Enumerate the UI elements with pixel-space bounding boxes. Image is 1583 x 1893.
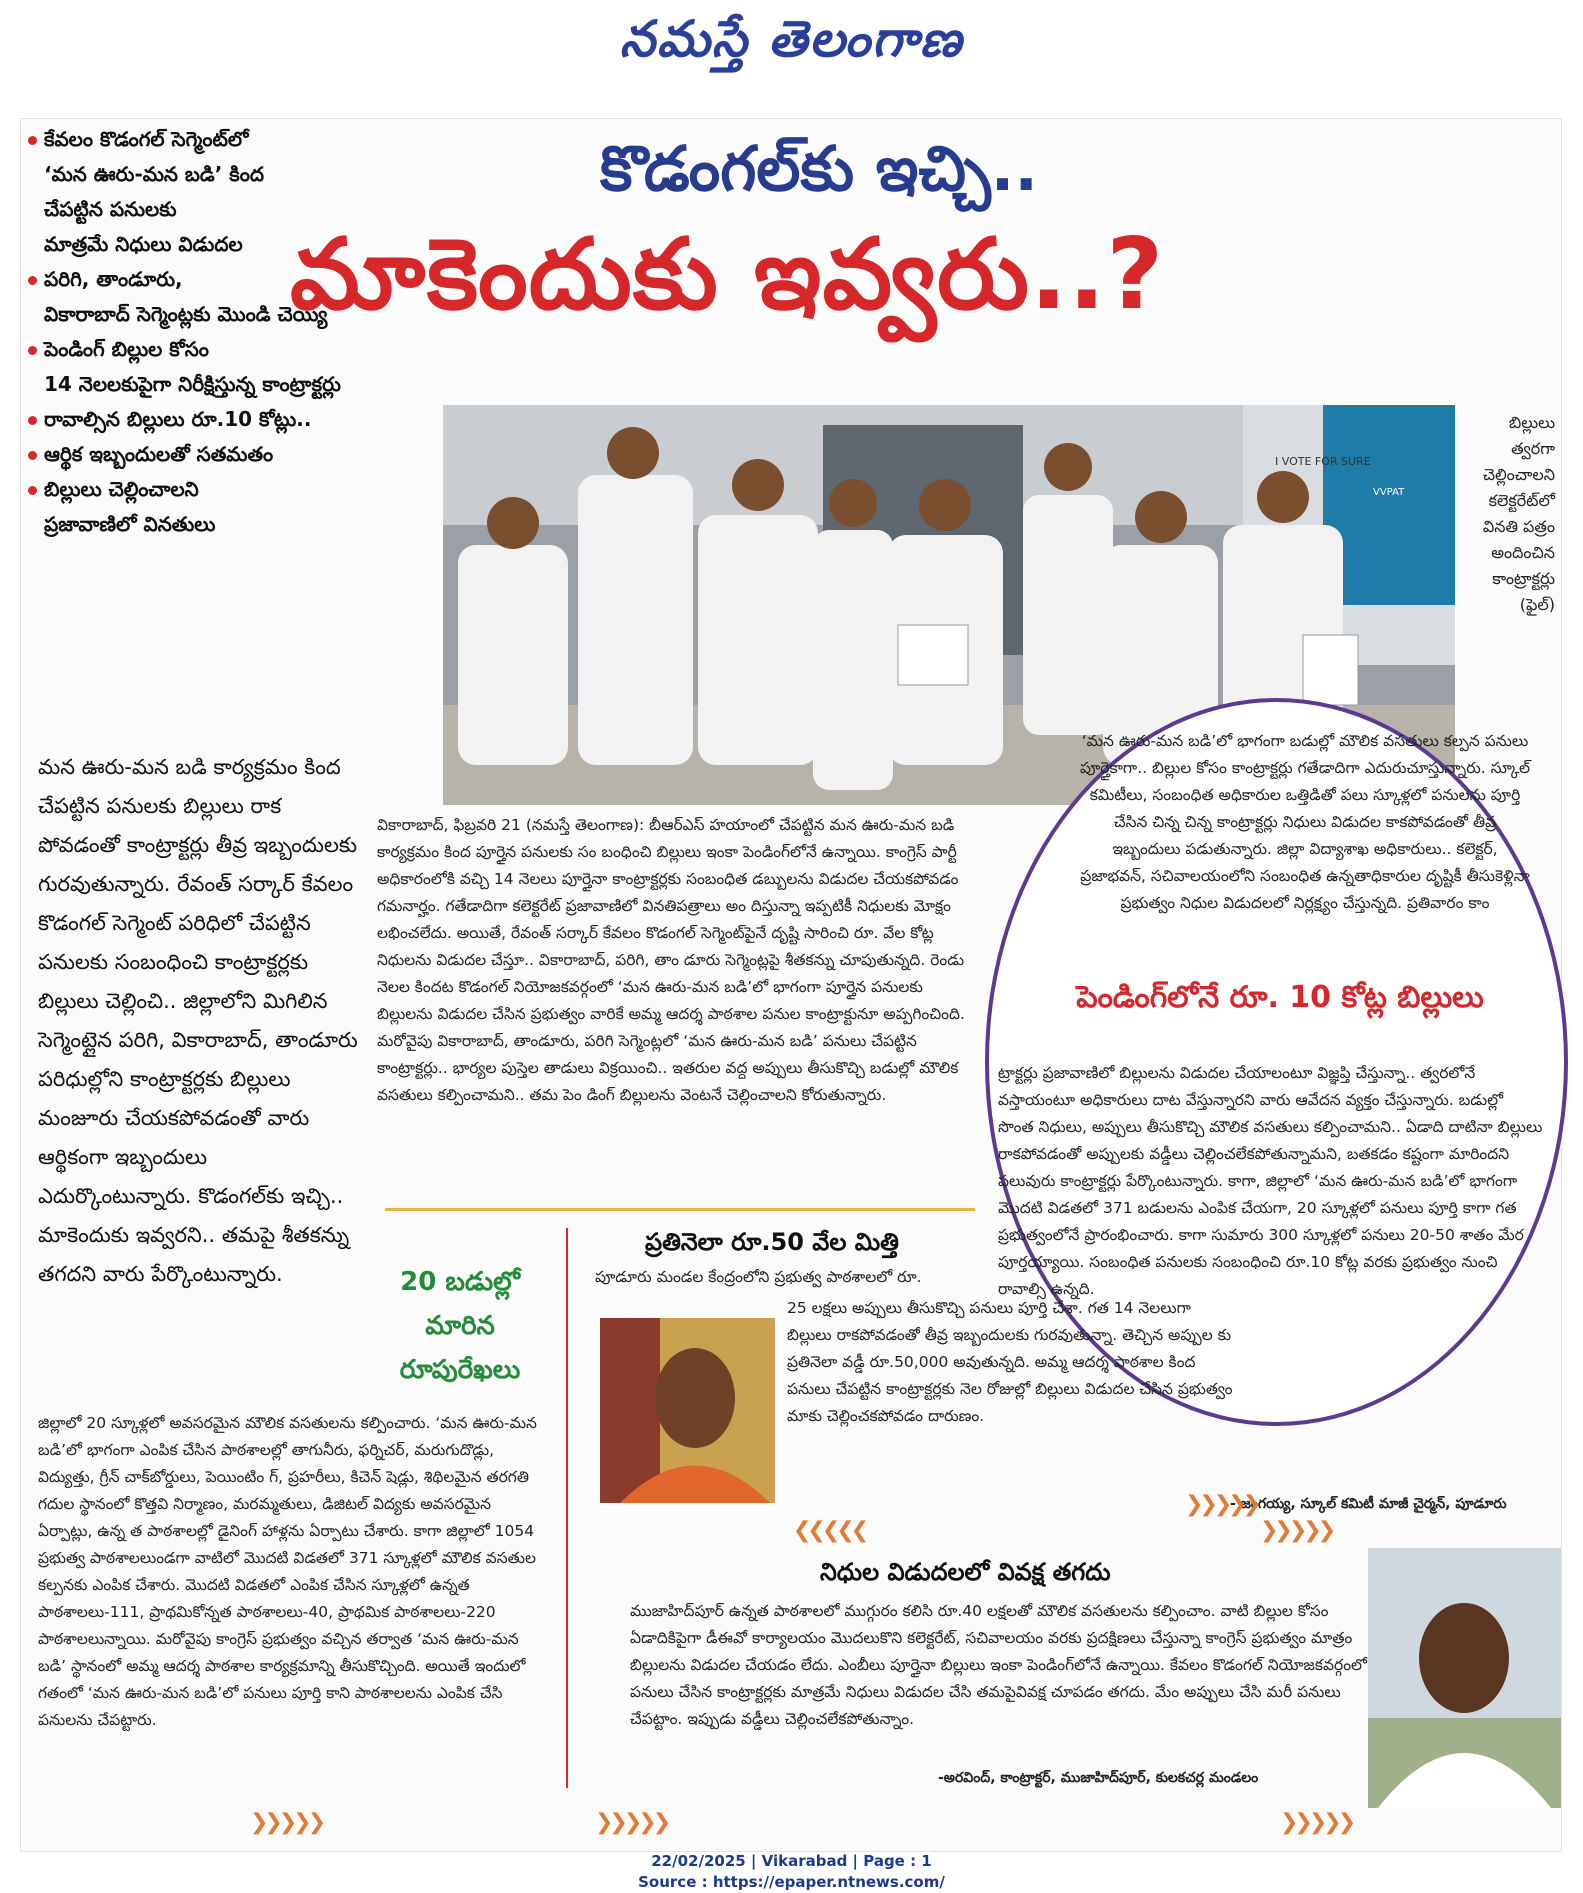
bullet-line: బిల్లులు చెల్లించాలని (44, 477, 199, 501)
side-heading-line: మారిన (425, 1311, 495, 1341)
bullet-line: రావాల్సిన బిల్లులు రూ.10 కోట్లు.. (44, 407, 312, 431)
bullet-line: కేవలం కొడంగల్ సెగ్మెంట్‌లో (44, 127, 249, 151)
side-heading (370, 1260, 550, 1392)
masthead: నమస్తే తెలంగాణ (619, 10, 964, 68)
box1-body: 25 లక్షలు అప్పులు తీసుకొచ్చి పనులు పూర్తి చేశా. గత 14 నెలలుగా బిల్లులు రాకపోవడంతో తీవ్ర ఇబ్బందులకు గురవుతున్నా. తెచ్చిన అప్పుల కు ప్రతినెలా వడ్డీ రూ.50,000 అవుతున్నది. అమ్మ ఆదర్శ పాఠశాల కింద పనులు చేపట్టిన కాంట్రాక్టర్లకు నెల రోజుల్లో బిల్లులు విడుదల చేసిన ప్రభుత్వం మాకు చెల్లించకపోవడం దారుణం. (787, 1299, 1233, 1425)
bullet-line: ఆర్థిక ఇబ్బందులతో సతమతం (44, 442, 274, 466)
bullet-item (28, 472, 398, 542)
box1-title: ప్రతినెలా రూ.50 వేల మిత్తి (645, 1228, 899, 1256)
footer-date-line: 22/02/2025 | Vikarabad | Page : 1 (651, 1852, 932, 1870)
footer-source-link[interactable]: Source : https://epaper.ntnews.com/ (638, 1873, 945, 1891)
bullet-item (28, 437, 398, 472)
box2-title: నిధుల విడుదలలో వివక్ష తగదు (820, 1558, 1111, 1586)
chevron-divider-icon: ❯❯❯❯❯ (595, 1810, 668, 1835)
article-body-1: వికారాబాద్, ఫిబ్రవరి 21 (నమస్తే తెలంగాణ): బీఆర్‌ఎస్ హయాంలో చేపట్టిన మన ఊరు-మన బడి కార్యక్రమం కింద పూర్తైన పనులకు సం బంధించి బిల్లులు ఇంకా పెండింగ్‌లోనే ఉన్నాయి. కాంగ్రెస్ పార్టీ అధికారంలోకి వచ్చి 14 నెలలు పూర్తైనా కాంట్రాక్టర్లకు సంబంధిత డబ్బులను విడుదల చేయకపోవడం గమనార్హం. గతేడాదిగా కలెక్టరేట్ ప్రజావాణిలో వినతిపత్రాలు అం దిస్తున్నా ఇప్పటికీ నిధులకు మోక్షం లభించలేదు. అయితే, రేవంత్ సర్కార్ కేవలం కొడంగల్ సెగ్మెంట్‌పైనే దృష్టి సారించి రూ. వేల కోట్ల నిధులను విడుదల చేస్తూ.. వికారాబాద్, పరిగి, తాం డూరు సెగ్మెంట్లపై శీతకన్ను చూపుతున్నది. రెండు నెలల కిందట కొడంగల్ నియోజకవర్గంలో ‘మన ఊరు-మన బడి’లో భాగంగా పూర్తైన పనులకు బిల్లులను విడుదల చేసిన ప్రభుత్వం వారికే అమ్మ ఆదర్శ పాఠశాల పనుల కాంట్రాక్టునూ అప్పగించింది. మరోవైపు వికారాబాద్, తాండూరు, పరిగి సెగ్మెంట్లలో ‘మన ఊరు-మన బడి’ పనులు చేపట్టిన కాంట్రాక్టర్లు.. భార్యల పుస్తెల తాడులు విక్రయించి.. ఇతరుల వద్ద అప్పులు తీసుకొచ్చి బడుల్లో మౌలిక వసతులు కల్పించామని.. తమ పెం డింగ్ బిల్లులను వెంటనే చెల్లించాలని కోరుతున్నారు. (377, 816, 965, 1104)
chevron-divider-icon: ❯❯❯❯❯ (250, 1810, 323, 1835)
portrait-jangaiah (600, 1318, 775, 1503)
bullet-line: మాత్రమే నిధులు విడుదల (44, 232, 243, 256)
bullet-line: చేపట్టిన పనులకు (44, 197, 177, 221)
box1-lead: పూడూరు మండల కేంద్రంలోని ప్రభుత్వ పాఠశాలలో రూ. (595, 1268, 922, 1286)
bullet-item (28, 402, 398, 437)
bullet-dot-icon (28, 136, 37, 145)
headline-line-1: కొడంగల్‌కు ఇచ్చి.. (600, 132, 1038, 205)
article-body-2: ‘మన ఊరు-మన బడి’లో భాగంగా బడుల్లో మౌలిక వసతులు కల్పన పనులు పూర్తైకాగా.. బిల్లుల కోసం కాంట్రాక్టర్లు గతేడాదిగా ఎదురుచూస్తున్నారు. స్కూల్ కమిటీలు, సంబంధిత అధికారుల ఒత్తిడితో పలు స్కూళ్లలో పనులను పూర్తి చేసిన చిన్న చిన్న కాంట్రాక్టర్లు నిధులు విడుదల కాకపోవడంతో తీవ్ర ఇబ్బందులు పడుతున్నారు. జిల్లా విద్యాశాఖ అధికారులు.. కలెక్టర్, ప్రజాభవన్, సచివాలయంలోని సంబంధిత ఉన్నతాధికారుల దృష్టికీ తీసుకెళ్లినా ప్రభుత్వం నిధుల విడుదలలో నిర్లక్ష్యం చేస్తున్నది. ప్రతివారం కాం (1080, 732, 1530, 912)
article-body-3: ట్రాక్టర్లు ప్రజావాణిలో బిల్లులను విడుదల చేయాలంటూ విజ్ఞప్తి చేస్తున్నా.. త్వరలోనే వస్తాయంటూ అధికారులు దాట వేస్తున్నారని వారు ఆవేదన వ్యక్తం చేస్తున్నారు. బడుల్లో సొంత నిధులు, అప్పులు తీసుకొచ్చి మౌలిక వసతులు కల్పించామని.. ఏడాది దాటినా బిల్లులు రాకపోవడంతో అప్పులకు వడ్డీలు చెల్లించలేకపోతున్నామని, బతకడం కష్టంగా మారిందని పలువురు కాంట్రాక్టర్లు పేర్కొంటున్నారు. కాగా, జిల్లాలో ‘మన ఊరు-మన బడి’లో భాగంగా మొదటి విడతలో 371 బడులను ఎంపిక చేయగా, 20 స్కూళ్లలో పనులు పూర్తి కాగా గత ప్రభుత్వంలోనే ప్రారంభించారు. కాగా సుమారు 300 స్కూళ్లలో పనులు 20-50 శాతం మేర పూర్తయ్యాయి. సంబంధిత పనులకు సంబంధించి రూ.10 కోట్ల వరకు ప్రభుత్వం నుంచి రావాల్సి ఉన్నది. (998, 1064, 1543, 1298)
article-body-4: జిల్లాలో 20 స్కూళ్లలో అవసరమైన మౌలిక వసతులను కల్పించారు. ‘మన ఊరు-మన బడి’లో భాగంగా ఎంపిక చేసిన పాఠశాలల్లో తాగునీరు, ఫర్నిచర్, మరుగుదొడ్లు, విద్యుత్తు, గ్రీన్ చాక్‌బోర్డులు, పెయింటిం గ్, ప్రహరీలు, కిచెన్ షెడ్లు, శిథిలమైన తరగతి గదుల స్థానంలో కొత్తవి నిర్మాణం, మరమ్మతులు, డిజిటల్ విద్యకు అవసరమైన ఏర్పాట్లు, ఉన్న త పాఠశాలల్లో డైనింగ్ హాళ్లను ఏర్పాటు చేశారు. కాగా జిల్లాలో 1054 ప్రభుత్వ పాఠశాలలుండగా వాటిలో మొదటి విడతలో 371 స్కూళ్లలో మౌలిక వసతుల కల్పనకు ఎంపిక చేశారు. మొదటి విడతలో ఎంపిక చేసిన స్కూళ్లలో ఉన్నత పాఠశాలలు-111, ప్రాథమికోన్నత పాఠశాలలు-40, ప్రాథమిక పాఠశాలలు-220 పాఠశాలలున్నాయి. మరోవైపు కాంగ్రెస్ ప్రభుత్వం వచ్చిన తర్వాత ‘మన ఊరు-మన బడి’ స్థానంలో అమ్మ ఆదర్శ పాఠశాల కార్యక్రమాన్ని తీసుకొచ్చింది. అయితే ఇందులో గతంలో ‘మన ఊరు-మన బడి’లో పనులు పూర్తి కాని పాఠశాలలను ఎంపిక చేసి పనులను చేపట్టారు. (38, 1414, 537, 1729)
bullet-dot-icon (28, 346, 37, 355)
vvpat-sign-text: VVPAT (1373, 487, 1405, 498)
box2-signature: -అరవింద్, కాంట్రాక్టర్, ముజాహిద్‌పూర్, కులకచర్ల మండలం (938, 1770, 1259, 1786)
chevron-divider-icon: ❮❮❮❮❮ (793, 1518, 866, 1543)
pending-heading: పెండింగ్‌లోనే రూ. 10 కోట్ల బిల్లులు (1076, 980, 1484, 1015)
photo-caption: బిల్లులు త్వరగా చెల్లించాలని కలెక్టరేట్‌లో వినతి పత్రం అందించిన కాంట్రాక్టర్లు (ఫైల్) (1482, 413, 1555, 614)
bullet-dot-icon (28, 416, 37, 425)
box2-body: ముజాహిద్‌పూర్ ఉన్నత పాఠశాలలో ముగ్గురం కలిసి రూ.40 లక్షలతో మౌలిక వసతులను కల్పించాం. వాటి బిల్లుల కోసం ఏడాదికిపైగా డీఈవో కార్యాలయం మొదలుకొని కలెక్టరేట్, సచివాలయం వరకు ప్రదక్షిణలు చేస్తున్నా కాంగ్రెస్ ప్రభుత్వం మాత్రం బిల్లులను విడుదల చేయడం లేదు. ఎంబీలు పూర్తైనా బిల్లులు ఇంకా పెండింగ్‌లోనే ఉన్నాయి. కేవలం కొడంగల్ నియోజకవర్గంలో పనులు చేసిన కాంట్రాక్టర్లకు మాత్రమే నిధులు విడుదల చేసి తమపైవివక్ష చూపడం తగదు. మేం అప్పులు చేసి మరీ పనులు చేపట్టాం. ఇప్పుడు వడ్డీలు చెల్లించలేకపోతున్నాం. (630, 1602, 1367, 1728)
side-heading-line: రూపురేఖలు (399, 1355, 521, 1385)
chevron-divider-icon: ❯❯❯❯❯ (1185, 1492, 1258, 1517)
bullet-line: పెండింగ్ బిల్లుల కోసం (44, 337, 209, 361)
bullet-dot-icon (28, 451, 37, 460)
section-divider (385, 1208, 975, 1211)
side-heading-line: 20 బడుల్లో (400, 1267, 520, 1297)
vote-sign-text: I VOTE FOR SURE (1275, 455, 1371, 468)
bullet-line: పరిగి, తాండూరు, (44, 267, 183, 291)
column-divider (566, 1228, 568, 1788)
intro-text: మన ఊరు-మన బడి కార్యక్రమం కింద చేపట్టిన పనులకు బిల్లులు రాక పోవడంతో కాంట్రాక్టర్లు తీవ్ర ఇబ్బందులకు గురవుతున్నారు. రేవంత్ సర్కార్ కేవలం కొడంగల్ సెగ్మెంట్ పరిధిలో చేపట్టిన పనులకు సంబంధించి కాంట్రాక్టర్లకు బిల్లులు చెల్లించి.. జిల్లాలోని మిగిలిన సెగ్మెంట్లైన పరిగి, వికారాబాద్, తాండూరు పరిధుల్లోని కాంట్రాక్టర్లకు బిల్లులు మంజూరు చేయకపోవడంతో వారు ఆర్థికంగా ఇబ్బందులు ఎదుర్కొంటున్నారు. కొడంగల్‌కు ఇచ్చి.. మాకెందుకు ఇవ్వరని.. తమపై శీతకన్ను తగదని వారు పేర్కొంటున్నారు. (38, 755, 358, 1286)
bullet-line: వికారాబాద్ సెగ్మెంట్లకు మొండి చెయ్యి (44, 302, 328, 326)
portrait-illustration (1368, 1548, 1561, 1808)
bullet-dot-icon (28, 276, 37, 285)
chevron-divider-icon: ❯❯❯❯❯ (1260, 1518, 1333, 1543)
bullet-line: 14 నెలలకుపైగా నిరీక్షిస్తున్న కాంట్రాక్టర్లు (44, 372, 341, 396)
chevron-divider-icon: ❯❯❯❯❯ (1280, 1810, 1353, 1835)
bullet-dot-icon (28, 486, 37, 495)
box1-signature: - జంగయ్య, స్కూల్ కమిటీ మాజీ చైర్మన్, పూడూరు (1230, 1496, 1507, 1512)
portrait-aravind (1368, 1548, 1561, 1808)
portrait-illustration (600, 1318, 775, 1503)
headline-line-2: మాకెందుకు ఇవ్వరు..? (290, 218, 1165, 332)
bullet-line: ‘మన ఊరు-మన బడి’ కింద (44, 162, 264, 186)
bullet-line: ప్రజావాణిలో వినతులు (44, 512, 216, 536)
